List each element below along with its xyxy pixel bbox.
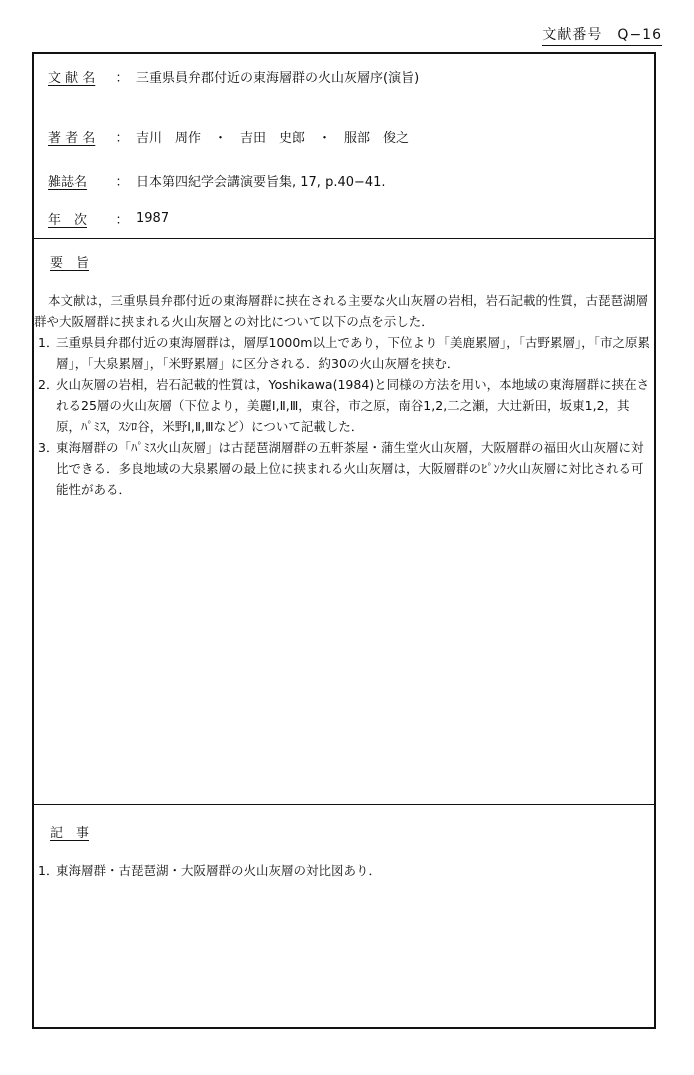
field-authors-label: 著 者 名 xyxy=(48,130,96,146)
article-body xyxy=(34,860,654,881)
field-authors-value: 吉川 周作 ・ 吉田 史郎 ・ 服部 俊之 xyxy=(136,130,410,146)
article-item-text: 東海層群・古琵琶湖・大阪層群の火山灰層の対比図あり． xyxy=(56,863,382,878)
document-number: 文献番号 Q−16 xyxy=(542,24,662,46)
abstract-item xyxy=(34,437,652,500)
field-separator: ： xyxy=(115,174,129,190)
article-list xyxy=(34,860,654,881)
abstract-item-text: 火山灰層の岩相，岩石記載的性質は，Yoshikawa(1984)と同様の方法を用い，本地域の東海層群に挟在される25層の火山灰層（下位より，美麗Ⅰ,Ⅱ,Ⅲ，東谷，市之原，南谷1,2,二之瀬，大辻新田，坂東1,2，其原，ﾊﾟﾐｽ，ｽｼﾛ谷，米野Ⅰ,Ⅱ,Ⅲなど）について記載した． xyxy=(56,377,650,434)
abstract-item-number: 2． xyxy=(38,377,59,392)
article-heading: 記 事 xyxy=(50,826,90,841)
field-separator: ： xyxy=(115,130,129,146)
document-frame xyxy=(32,52,656,1029)
field-year xyxy=(48,208,169,228)
field-journal-value: 日本第四紀学会講演要旨集, 17, p.40−41. xyxy=(136,174,386,190)
field-separator: ： xyxy=(115,212,129,228)
abstract-item xyxy=(34,374,652,437)
abstract-item-number: 3． xyxy=(38,440,59,455)
abstract-item-number: 1． xyxy=(38,335,59,350)
field-authors xyxy=(48,126,409,146)
field-title-label: 文 献 名 xyxy=(48,70,96,86)
abstract-intro: 本文献は，三重県員弁郡付近の東海層群に挟在される主要な火山灰層の岩相，岩石記載的性質，古琵琶湖層群や大阪層群に挟まれる火山灰層との対比について以下の点を示した． xyxy=(34,293,649,329)
abstract-body xyxy=(34,290,654,500)
abstract-heading: 要 旨 xyxy=(50,256,90,271)
divider-abstract xyxy=(34,238,654,239)
article-item-number: 1． xyxy=(38,863,59,878)
abstract-item-text: 三重県員弁郡付近の東海層群は，層厚1000m以上であり，下位より「美鹿累層」，「古野累層」，「市之原累層」，「大泉累層」，「米野累層」に区分される．約30の火山灰層を挟む． xyxy=(56,335,650,371)
field-year-value: 1987 xyxy=(136,210,170,226)
divider-article xyxy=(34,804,654,805)
field-journal xyxy=(48,170,386,190)
field-year-label: 年 次 xyxy=(48,212,88,228)
field-journal-label: 雑誌名 xyxy=(48,174,88,190)
field-separator: ： xyxy=(115,70,129,86)
article-item xyxy=(34,860,654,881)
field-title xyxy=(48,66,419,86)
abstract-item-text: 東海層群の「ﾊﾟﾐｽ火山灰層」は古琵琶湖層群の五軒茶屋・蒲生堂火山灰層，大阪層群の福田火山灰層に対比できる．多良地域の大泉累層の最上位に挟まれる火山灰層は，大阪層群のﾋﾟﾝｸ火山灰層に対比される可能性がある． xyxy=(56,440,644,497)
abstract-item xyxy=(34,332,652,374)
field-title-value: 三重県員弁郡付近の東海層群の火山灰層序(演旨) xyxy=(136,70,420,86)
abstract-list xyxy=(34,332,652,500)
